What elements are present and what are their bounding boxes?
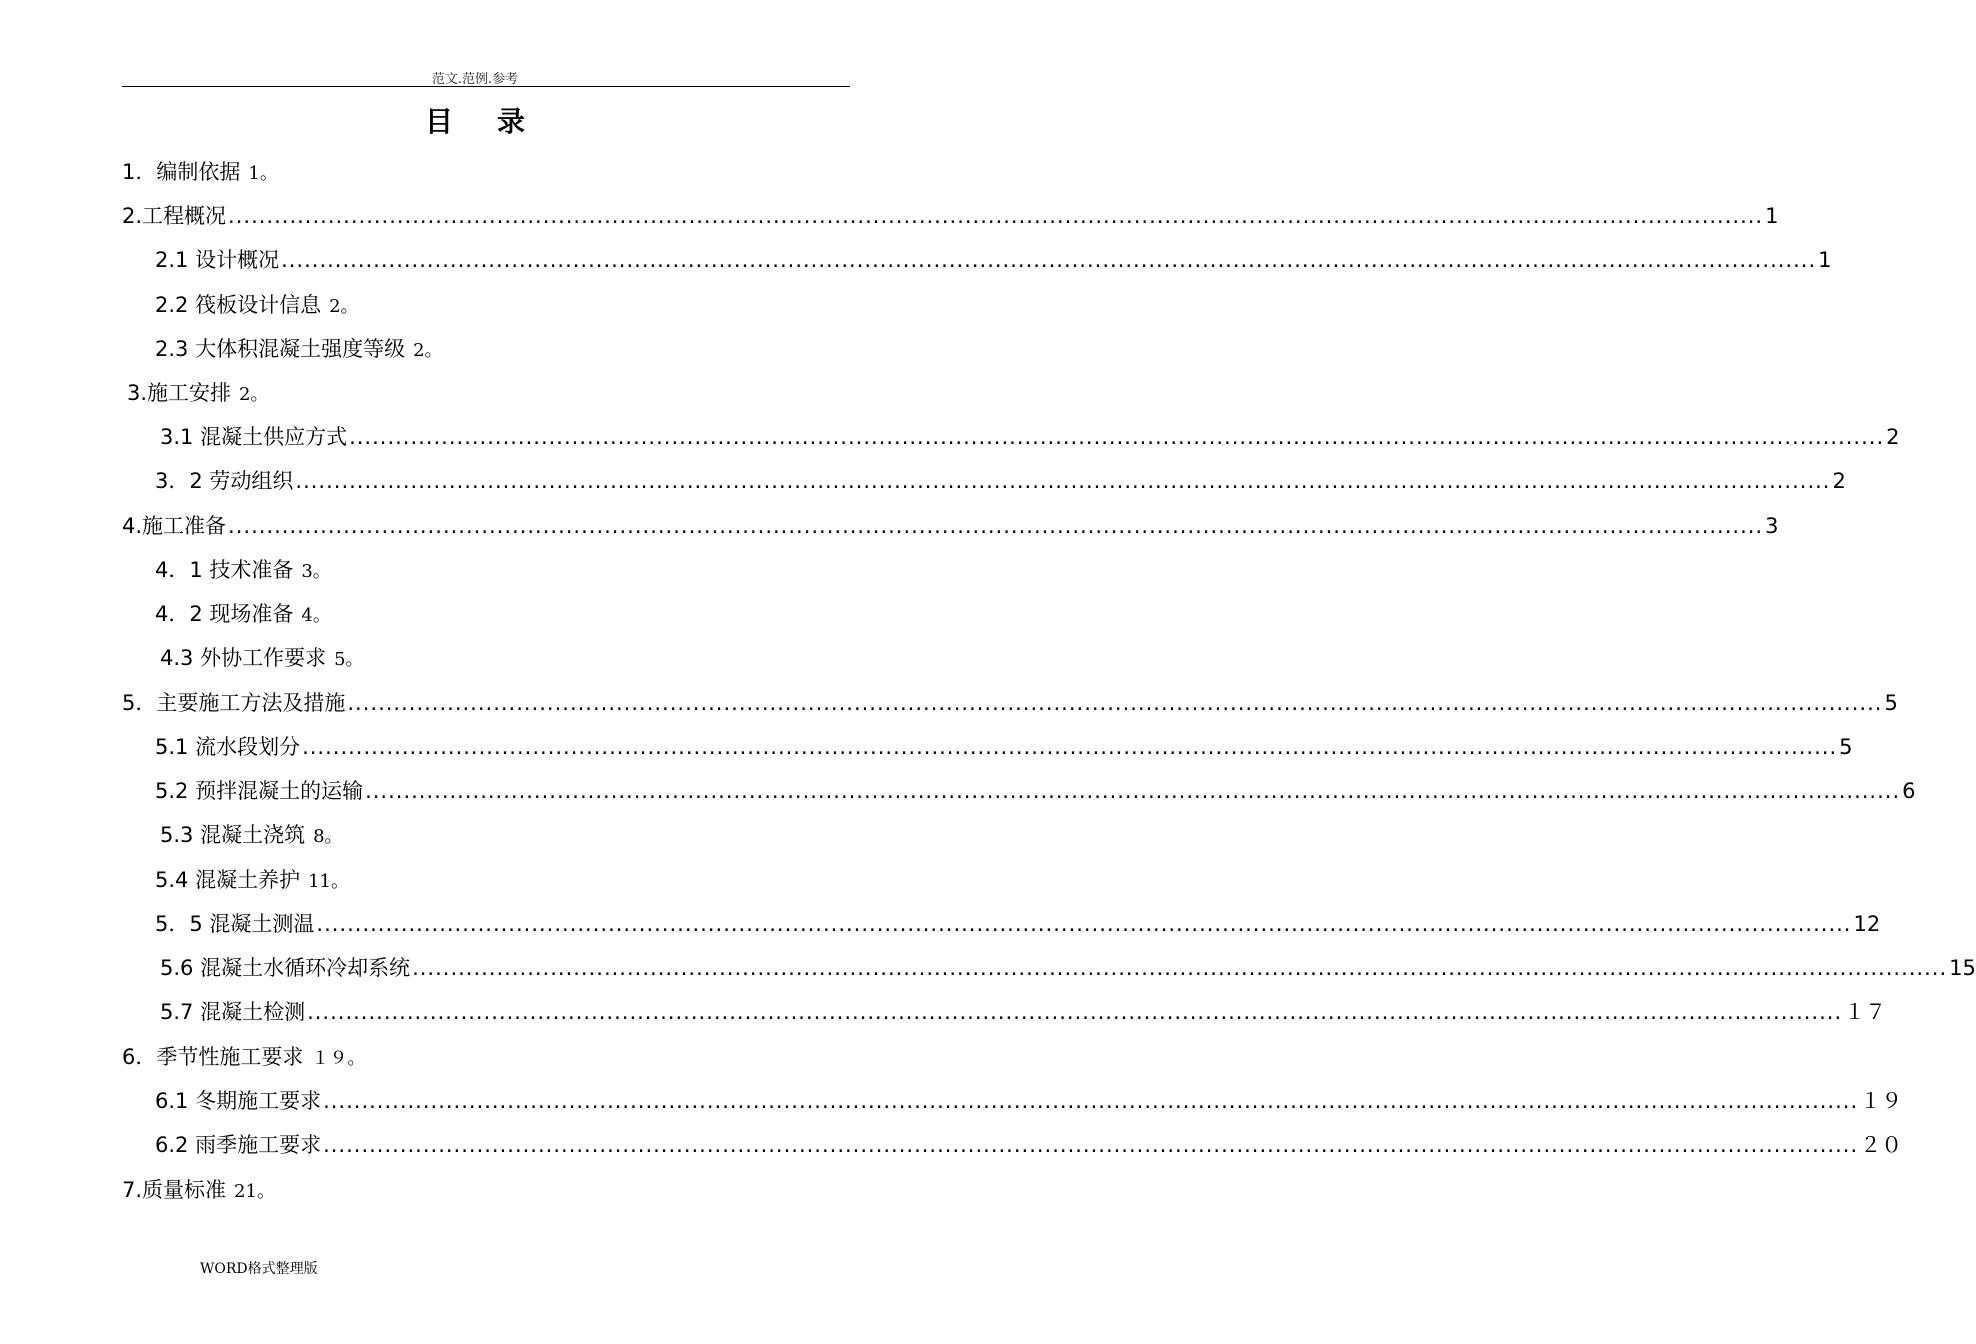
toc-entry[interactable] [155,1086,1903,1116]
toc-entry-label: 6.1 冬期施工要求 [155,1089,322,1113]
toc-entry-label: 1．编制依据 [122,160,241,184]
dot-leader: ........................................................................................................................................................................................................ [316,912,1852,936]
toc-entry-page: 2。 [239,384,269,405]
toc-entry[interactable] [160,820,343,850]
toc-entry[interactable] [155,909,1881,939]
toc-entry-label: 5.3 混凝土浇筑 [160,823,306,847]
toc-entry-label: 5.2 预拌混凝土的运输 [155,779,364,803]
toc-title [0,100,950,140]
toc-entry-label: 3.1 混凝土供应方式 [160,425,348,449]
toc-entry-page: 21。 [234,1181,275,1202]
toc-entry-label: 2.2 筏板设计信息 [155,293,322,317]
toc-entry-page: 1 [1765,204,1779,228]
dot-leader: ........................................................................................................................................................................................................ [347,691,1883,715]
toc-entry[interactable] [155,1130,1903,1160]
toc-entry-label: 3.施工安排 [127,381,232,405]
toc-entry[interactable] [160,643,364,673]
toc-entry-label: 5．主要施工方法及措施 [122,691,346,715]
toc-entry[interactable] [160,953,1976,983]
toc-entry-page: 5。 [334,649,364,670]
dot-leader: ........................................................................................................................................................................................................ [295,469,1831,493]
dot-leader: ........................................................................................................................................................................................................ [349,425,1885,449]
toc-entry-page: 2 [1832,469,1846,493]
toc-entry-label: 2.工程概况 [122,204,227,228]
toc-entry-page: 11。 [308,871,349,892]
dot-leader: ........................................................................................................................................................................................................ [228,514,1764,538]
header-text: 范文.范例.参考 [431,72,519,87]
toc-entry[interactable] [155,776,1916,806]
toc-entry-page: 4。 [301,605,331,626]
toc-entry-label: 2.3 大体积混凝土强度等级 [155,337,406,361]
dot-leader: ........................................................................................................................................................................................................ [323,1089,1859,1113]
toc-entry-page: 2 [1886,425,1900,449]
toc-entry-label: 5.1 流水段划分 [155,735,301,759]
dot-leader: ........................................................................................................................................................................................................ [302,735,1838,759]
toc-entry-label: 4.3 外协工作要求 [160,646,327,670]
toc-entry-page: 2。 [329,296,359,317]
footer-text: WORD格式整理版 [200,1261,318,1277]
toc-entry-label: 5.4 混凝土养护 [155,868,301,892]
toc-entry-label: 6.2 雨季施工要求 [155,1133,322,1157]
toc-entry-label: 5.6 混凝土水循环冷却系统 [160,956,411,980]
toc-entry[interactable] [122,201,1779,231]
dot-leader: ........................................................................................................................................................................................................ [307,1000,1843,1024]
toc-entry-label: 3．2 劳动组织 [155,469,294,493]
toc-entry-page: １９。 [311,1048,366,1069]
toc-entry[interactable] [155,466,1846,496]
toc-entry-label: 7.质量标准 [122,1178,227,1202]
toc-entry-label: 5．5 混凝土测温 [155,912,315,936]
toc-entry[interactable] [122,157,278,187]
dot-leader: ........................................................................................................................................................................................................ [228,204,1764,228]
toc-entry[interactable] [160,997,1887,1027]
toc-entry[interactable] [127,378,269,408]
toc-entry[interactable] [155,599,331,629]
toc-entry-label: 2.1 设计概况 [155,248,280,272]
toc-entry[interactable] [155,290,359,320]
toc-entry-label: 4．2 现场准备 [155,602,294,626]
toc-entry-page: 5 [1839,735,1853,759]
toc-entry-page: 6 [1902,779,1916,803]
toc-entry[interactable] [155,245,1832,275]
toc-entry-page: 5 [1884,691,1898,715]
toc-entry-page: ２０ [1860,1133,1903,1157]
toc-entry-page: 15 [1949,956,1976,980]
toc-entry[interactable] [122,511,1779,541]
toc-entry-page: 2。 [413,340,443,361]
dot-leader: ........................................................................................................................................................................................................ [365,779,1901,803]
toc-entry-page: 3 [1765,514,1779,538]
toc-entry-page: 12 [1853,912,1881,936]
header-rule [122,86,850,87]
dot-leader: ........................................................................................................................................................................................................ [323,1133,1859,1157]
toc-title-char-2: 录 [497,105,526,138]
toc-title-char-1: 目 [424,105,453,138]
toc-entry[interactable] [122,1175,275,1205]
toc-entry-page: １７ [1844,1000,1887,1024]
toc-entry-page: 8。 [313,826,343,847]
toc-entry-label: 4.施工准备 [122,514,227,538]
toc-entry-page: １９ [1860,1089,1903,1113]
toc-entry[interactable] [155,334,443,364]
toc-entry-page: 1。 [248,163,278,184]
toc-entry-page: 3。 [301,561,331,582]
toc-entry[interactable] [155,865,349,895]
dot-leader: ........................................................................................................................................................................................................ [281,248,1817,272]
toc-entry[interactable] [122,688,1898,718]
toc-entry-page: 1 [1818,248,1832,272]
toc-entry-label: 6．季节性施工要求 [122,1045,304,1069]
toc-entry[interactable] [160,422,1900,452]
toc-entry[interactable] [122,1042,365,1072]
toc-entry[interactable] [155,555,331,585]
toc-entry-label: 5.7 混凝土检测 [160,1000,306,1024]
toc-entry[interactable] [155,732,1853,762]
toc-entry-label: 4．1 技术准备 [155,558,294,582]
dot-leader: ........................................................................................................................................................................................................ [412,956,1948,980]
